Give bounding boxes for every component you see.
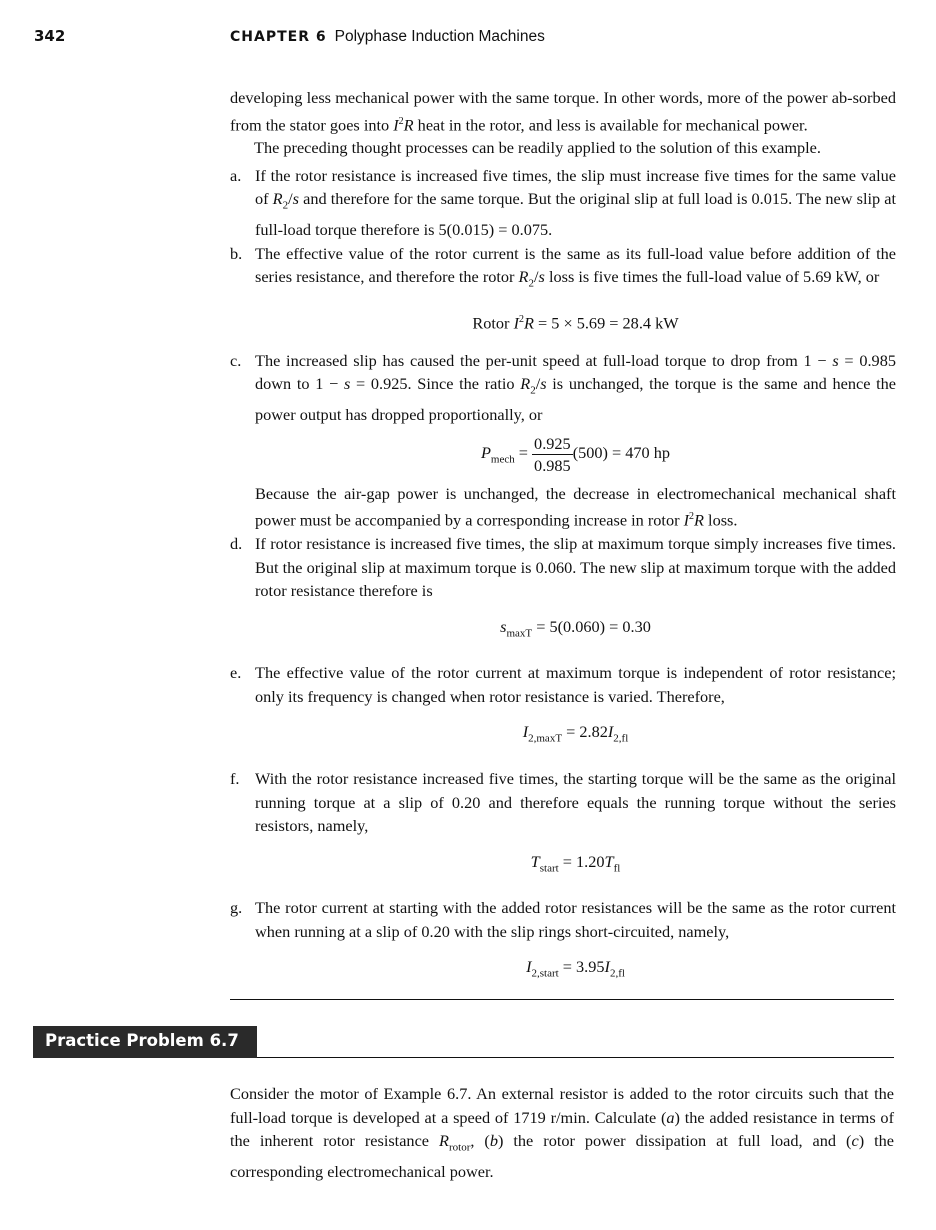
item-d: d. If rotor resistance is increased five times, the slip at maximum torque simply increases five times. But the original slip at maximum torque is 0.060. The new slip at maximum torque with the added rotor resistance therefore is [230,534,896,601]
item-b: b. The effective value of the rotor current is the same as its full-load value before addition of the series resistance, and therefore the rotor $R_2/s$ loss is five times the full-load value of 5.69 kW, or [230,243,896,290]
item-e: e. The effective value of the rotor current at maximum torque is independent of rotor resistance; only its frequency is changed when rotor resistance is varied. Therefore, [230,663,896,706]
equation-i2start: $I_{2,start} = 3.95I_{2,fl}$ [526,957,625,980]
chapter-label: CHAPTER 6 [230,29,327,45]
equation-smaxt: $s_{maxT} = 5(0.060) = 0.30$ [500,616,651,639]
practice-problem-label: Practice Problem 6.7 [45,1031,239,1050]
equation-rotor-loss: Rotor $I^2R = 5 \times 5.69 = 28.4$ kW [472,313,679,333]
chapter-title: Polyphase Induction Machines [334,28,545,45]
page-number: 342 [34,27,66,45]
item-g: g. The rotor current at starting with the added rotor resistances will be the same as the rotor current when running at a slip of 0.20 with the slip rings short-circuited, namely, [230,898,896,941]
equation-i2maxt: $I_{2,maxT} = 2.82I_{2,fl}$ [522,722,629,745]
intro-paragraph: developing less mechanical power with the same torque. In other words, more of the power ab-sorbed from the stator goes into $I^2R$ heat in the rotor, and less is available for mechanical power. [230,88,896,134]
fraction: $\frac{0.925}{0.985}$ [534,433,571,475]
equation-tstart: $T_{start} = 1.20T_{fl}$ [530,851,621,874]
example-solution-body [230,86,896,986]
section-divider [230,999,894,1000]
practice-problem-text: Consider the motor of Example 6.7. An external resistor is added to the rotor circuits such that the full-load torque is developed at a speed of 1719 r/min. Calculate (a) the added resistance in terms of the inherent rotor resistance $R_{rotor}$, (b) the rotor power dissipation at full load, and (c) the corresponding electromechanical power. [230,1084,894,1182]
practice-divider [257,1057,894,1058]
running-header [230,28,545,46]
item-c: c. The increased slip has caused the per-unit speed at full-load torque to drop from 1 − s = 0.985 down to 1 − s = 0.925. Since the ratio $R_2/s$ is unchanged, the torque is the same and hence the power output has dropped proportionally, or [230,350,897,425]
item-f: f. With the rotor resistance increased five times, the starting torque will be the same as the original running torque at a slip of 0.20 and therefore equals the running torque without the series resistors, namely, [230,769,896,836]
item-c-follow: Because the air-gap power is unchanged, the decrease in electromechanical mechanical shaft power must be accompanied by a corresponding increase in rotor $I^2R$ loss. [255,483,896,530]
intro-paragraph-2: The preceding thought processes can be readily applied to the solution of this example. [254,138,821,158]
item-a: a. If the rotor resistance is increased five times, the slip must increase five times for the same value of $R_2/s$ and therefore for the same torque. But the original slip at full load is 0.015. The new slip at full-load torque therefore is 5(0.015) = 0.075. [230,165,897,240]
equation-pmech: $P_{mech}$ = $\frac{0.925}{0.985}$ (500) = 470 hp [480,433,671,475]
